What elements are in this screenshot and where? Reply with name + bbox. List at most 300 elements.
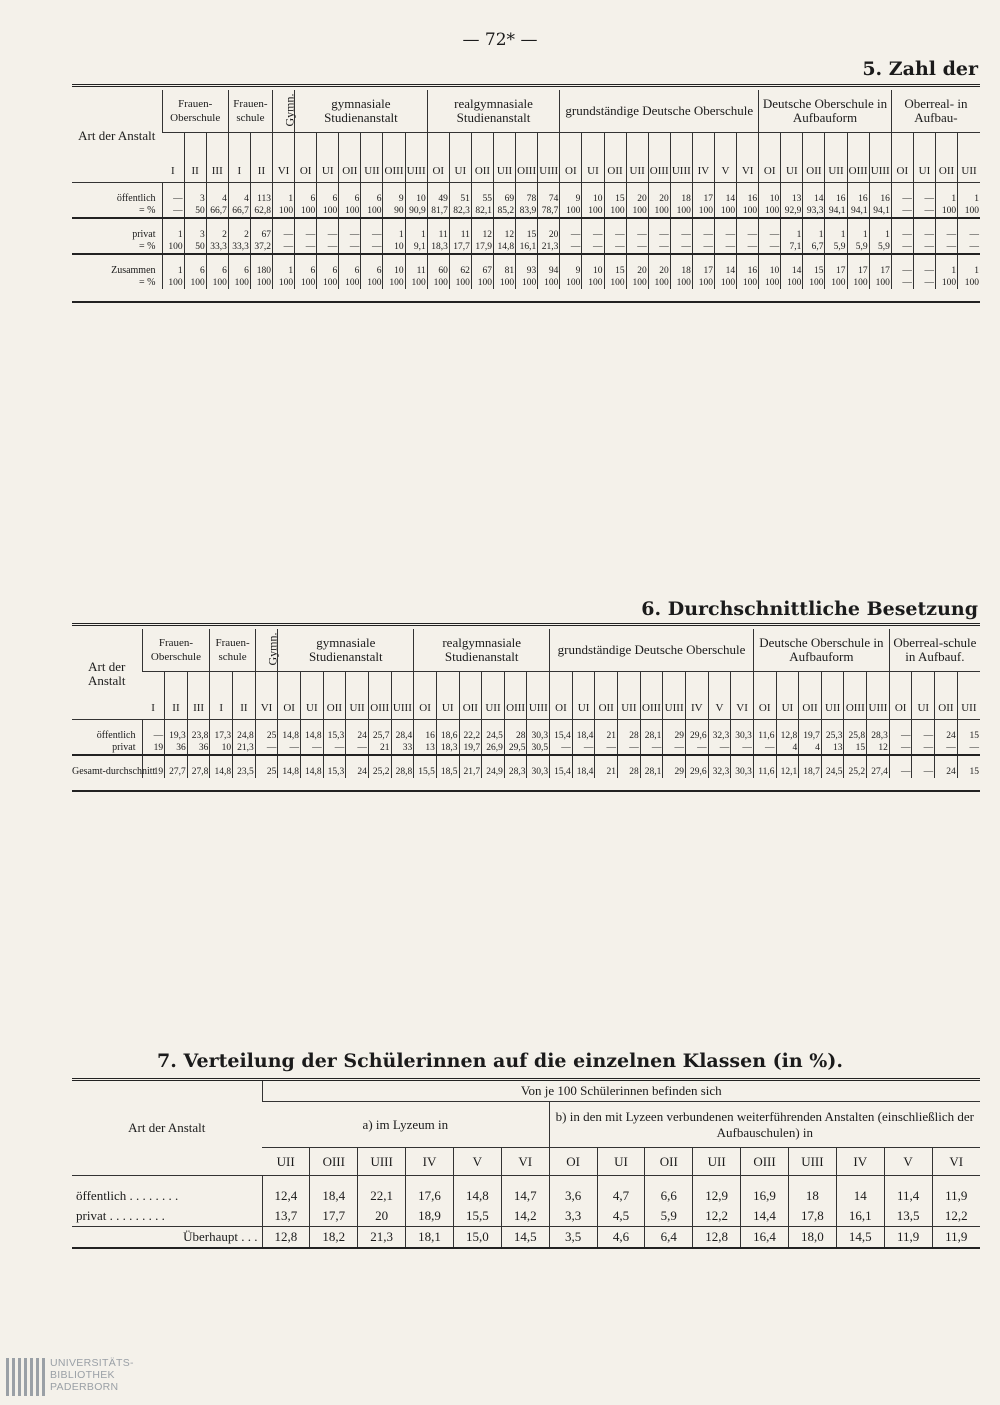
table-cell: 17,3	[210, 719, 233, 742]
table-cell: —	[648, 241, 670, 254]
table-cell: 25,8	[844, 719, 867, 742]
page-number: — 72* —	[462, 30, 538, 50]
table-cell: 14,8	[300, 755, 323, 778]
group-header: Deutsche Oberschule in Aufbauform	[759, 90, 892, 132]
table-cell: 100	[692, 277, 714, 289]
table-cell: 90,9	[405, 205, 427, 218]
group-header: gymnasiale Studienanstalt	[295, 90, 428, 132]
table-cell: 14,8	[278, 755, 301, 778]
logo-line: PADERBORN	[50, 1381, 119, 1393]
library-logo-icon	[6, 1358, 48, 1400]
row-label: privat	[112, 741, 136, 753]
table-cell: —	[891, 277, 913, 289]
table-cell: 1	[958, 254, 980, 277]
table-cell: 19,7	[459, 742, 482, 755]
table-cell: 18,0	[788, 1226, 836, 1248]
row-label: Gesamt-durchschnitt	[72, 755, 142, 778]
row-label: öffentlich	[116, 192, 156, 204]
table-cell: 11,6	[753, 755, 776, 778]
row-label: = %	[139, 240, 156, 252]
class-header: OIII	[741, 1148, 789, 1176]
table-cell: 78	[516, 182, 538, 205]
table-cell: 100	[714, 205, 736, 218]
group-header-label: Gymn.	[265, 632, 280, 666]
class-header: OIII	[844, 671, 867, 719]
table-cell: 12,9	[693, 1186, 741, 1206]
table-cell: 94	[538, 254, 560, 277]
table-cell: 21,3	[358, 1226, 406, 1248]
table-cell: —	[957, 742, 980, 755]
table-cell: 18	[670, 182, 692, 205]
table-cell: 18,1	[406, 1226, 454, 1248]
table-row	[72, 241, 980, 254]
table-cell: 13	[781, 182, 803, 205]
table-cell: 6	[184, 254, 206, 277]
table-cell: 100	[361, 277, 383, 289]
table-cell: 100	[604, 277, 626, 289]
table-cell: 16	[825, 182, 847, 205]
table-row	[72, 205, 980, 218]
table-cell: —	[572, 742, 595, 755]
row-label: öffentlich	[96, 729, 136, 741]
table-cell: 94,1	[869, 205, 891, 218]
table-cell: —	[339, 218, 361, 241]
class-header: OI	[549, 1148, 597, 1176]
spacer-cell	[836, 1176, 884, 1186]
table-cell: 6	[295, 254, 317, 277]
table-cell: 14,8	[278, 719, 301, 742]
row-label: = %	[139, 276, 156, 288]
table-cell: —	[295, 218, 317, 241]
table-cell: 100	[162, 277, 184, 289]
table-cell: —	[913, 241, 935, 254]
table-cell: 100	[295, 277, 317, 289]
table-cell: —	[891, 218, 913, 241]
class-header: UI	[781, 132, 803, 182]
table-cell: 100	[339, 205, 361, 218]
table-cell: 14	[803, 182, 825, 205]
class-header: OIII	[504, 671, 527, 719]
spacer-cell	[549, 1176, 597, 1186]
table-cell: 14,2	[501, 1206, 549, 1227]
table-row	[72, 1226, 980, 1248]
table-cell: 10	[210, 742, 233, 755]
table-cell: 4,5	[597, 1206, 645, 1227]
class-header: UIII	[788, 1148, 836, 1176]
table-cell: —	[278, 742, 301, 755]
class-header: UIII	[358, 1148, 406, 1176]
table-cell: 36	[187, 742, 210, 755]
table-cell: 100	[560, 205, 582, 218]
class-header: IV	[406, 1148, 454, 1176]
table-cell: 29,5	[504, 742, 527, 755]
table-cell: 11,9	[932, 1186, 980, 1206]
table-cell: 12,1	[776, 755, 799, 778]
table-cell: 12	[471, 218, 493, 241]
table-cell: —	[737, 241, 759, 254]
spacer-cell	[72, 289, 980, 302]
class-header: UIII	[527, 671, 550, 719]
table-cell: 1	[825, 218, 847, 241]
class-header: V	[714, 132, 736, 182]
table-cell: —	[936, 241, 958, 254]
table-cell: 18	[788, 1186, 836, 1206]
table-cell: —	[323, 742, 346, 755]
table-cell: 6,7	[803, 241, 825, 254]
table-cell: 28,8	[391, 755, 414, 778]
class-header: OI	[427, 132, 449, 182]
spacer-cell	[501, 1176, 549, 1186]
table-cell: —	[595, 742, 618, 755]
table-cell: 27,8	[187, 755, 210, 778]
table-cell: 100	[958, 277, 980, 289]
table-cell: 12,4	[262, 1186, 310, 1206]
table-cell: 32,3	[708, 719, 731, 742]
table-cell: 3,3	[549, 1206, 597, 1227]
class-header: OI	[560, 132, 582, 182]
table-cell: 100	[626, 205, 648, 218]
logo-line: UNIVERSITÄTS-	[50, 1357, 134, 1369]
class-header: UI	[912, 671, 935, 719]
table-cell: 2	[228, 218, 250, 241]
table-cell: 10	[405, 182, 427, 205]
table-cell: 100	[405, 277, 427, 289]
table-cell: —	[300, 742, 323, 755]
table-cell: 55	[471, 182, 493, 205]
table-cell: 6	[317, 182, 339, 205]
table7-heading: 7. Verteilung der Schülerinnen auf die einzelnen Klassen (in %).	[157, 1050, 843, 1072]
table-cell: 16,1	[516, 241, 538, 254]
table-cell: —	[889, 742, 912, 755]
table-cell: —	[912, 755, 935, 778]
table-cell: —	[935, 742, 958, 755]
table-cell: 100	[626, 277, 648, 289]
table-cell: 5,9	[869, 241, 891, 254]
table-row	[72, 254, 980, 277]
table-cell: 100	[471, 277, 493, 289]
class-header: UIII	[670, 132, 692, 182]
table-cell: —	[913, 205, 935, 218]
table-cell: 100	[670, 277, 692, 289]
table-cell: —	[560, 218, 582, 241]
spacer-cell	[932, 1176, 980, 1186]
table-cell: 13	[414, 742, 437, 755]
table-cell: 20	[648, 182, 670, 205]
table-cell: 100	[273, 277, 295, 289]
table-cell: 24,5	[821, 755, 844, 778]
table-cell: 16,9	[741, 1186, 789, 1206]
table-cell: 26,9	[482, 742, 505, 755]
row-label: = %	[139, 204, 156, 216]
table-row	[72, 277, 980, 289]
group-header	[255, 629, 278, 671]
table-cell: 83,9	[516, 205, 538, 218]
class-header: OII	[645, 1148, 693, 1176]
table-cell: 21	[595, 755, 618, 778]
table-cell: 50	[184, 205, 206, 218]
table-cell: 81	[494, 254, 516, 277]
table-cell: 11,9	[932, 1226, 980, 1248]
table-cell: 4,7	[597, 1186, 645, 1206]
table-cell: 92,9	[781, 205, 803, 218]
table-cell: 9	[560, 254, 582, 277]
table-cell: 3	[184, 218, 206, 241]
class-header: UII	[693, 1148, 741, 1176]
table-cell: 30,3	[731, 719, 754, 742]
class-header: OI	[414, 671, 437, 719]
class-header: UIII	[869, 132, 891, 182]
table-cell: 100	[670, 205, 692, 218]
table-cell: 18,3	[427, 241, 449, 254]
spacer-cell	[741, 1176, 789, 1186]
table-row	[72, 1206, 980, 1227]
table-cell: 100	[869, 277, 891, 289]
class-header: UIII	[405, 132, 427, 182]
spacer-cell	[358, 1176, 406, 1186]
table-cell: 15,3	[323, 719, 346, 742]
class-header: UI	[572, 671, 595, 719]
table-cell: 100	[339, 277, 361, 289]
table-cell: 21,3	[538, 241, 560, 254]
class-header: UII	[346, 671, 369, 719]
table-cell: —	[891, 241, 913, 254]
table-cell: 4	[206, 182, 228, 205]
table-cell: 49	[427, 182, 449, 205]
table-cell: —	[295, 241, 317, 254]
table-cell: 9	[560, 182, 582, 205]
table-row	[72, 755, 980, 778]
table-cell: 16	[414, 719, 437, 742]
table-cell: 5,9	[847, 241, 869, 254]
table-cell: 7,1	[781, 241, 803, 254]
table-cell: 16	[869, 182, 891, 205]
table-cell: —	[626, 218, 648, 241]
table-cell: 15,4	[550, 719, 573, 742]
table-cell: 100	[825, 277, 847, 289]
spacer-cell	[310, 1176, 358, 1186]
table-cell: 17,9	[471, 241, 493, 254]
table-cell: 16	[737, 182, 759, 205]
spacer-row	[72, 778, 980, 791]
table-cell: 28	[618, 755, 641, 778]
table-cell: 15	[604, 182, 626, 205]
class-header: I	[142, 671, 165, 719]
class-header: OIII	[383, 132, 405, 182]
table-cell: —	[731, 742, 754, 755]
table-cell: 100	[958, 205, 980, 218]
class-header: OIII	[516, 132, 538, 182]
table-cell: 24	[346, 719, 369, 742]
table-cell: 60	[427, 254, 449, 277]
table-cell: 19,7	[799, 719, 822, 742]
table-cell: 15	[844, 742, 867, 755]
class-header: VI	[731, 671, 754, 719]
table-cell: 16,1	[836, 1206, 884, 1227]
table-cell: 6,4	[645, 1226, 693, 1248]
table-cell: 25,3	[821, 719, 844, 742]
table-cell: 100	[936, 277, 958, 289]
table-cell: 12,8	[693, 1226, 741, 1248]
table-cell: 100	[737, 277, 759, 289]
table-cell: 1	[383, 218, 405, 241]
library-logo-text	[50, 1357, 134, 1393]
class-header: I	[210, 671, 233, 719]
class-header: OIII	[640, 671, 663, 719]
table-row	[72, 742, 980, 755]
table-cell: 16	[847, 182, 869, 205]
table-cell: —	[753, 742, 776, 755]
table-row	[72, 719, 980, 742]
spacer-cell	[884, 1176, 932, 1186]
table-cell: —	[759, 241, 781, 254]
table-cell: 11	[449, 218, 471, 241]
table-cell: 66,7	[206, 205, 228, 218]
table-cell: 18,6	[436, 719, 459, 742]
table-cell: 14,8	[210, 755, 233, 778]
row-label: Zusammen	[72, 254, 162, 277]
table-cell: —	[142, 719, 165, 742]
table-cell: 78,7	[538, 205, 560, 218]
spacer-cell	[597, 1176, 645, 1186]
logo-line: BIBLIOTHEK	[50, 1369, 115, 1381]
table-cell: 93,3	[803, 205, 825, 218]
table-cell: —	[936, 218, 958, 241]
table-cell: 24	[935, 719, 958, 742]
table-cell: 85,2	[494, 205, 516, 218]
table-cell: 14	[714, 182, 736, 205]
table-cell: —	[361, 241, 383, 254]
table-cell: —	[550, 742, 573, 755]
table6-heading: 6. Durchschnittliche Besetzung	[641, 598, 978, 620]
table-cell: 90	[383, 205, 405, 218]
table-cell: —	[912, 742, 935, 755]
table-cell: 1	[803, 218, 825, 241]
table-cell: 94,1	[847, 205, 869, 218]
table-cell: 18,4	[572, 719, 595, 742]
table-cell: 100	[516, 277, 538, 289]
table-cell: 18,4	[572, 755, 595, 778]
table-cell: —	[889, 719, 912, 742]
class-header: OII	[936, 132, 958, 182]
table-cell: 1	[162, 218, 184, 241]
table-cell: 29,6	[685, 719, 708, 742]
table-cell: —	[913, 218, 935, 241]
table-cell: 3	[184, 182, 206, 205]
class-header: OII	[595, 671, 618, 719]
class-header: UIII	[663, 671, 686, 719]
table-cell: 6	[361, 254, 383, 277]
table-cell: 100	[648, 205, 670, 218]
table5-top-rule	[72, 84, 980, 87]
table-cell: 19	[142, 742, 165, 755]
class-header: UI	[300, 671, 323, 719]
group-header: realgymnasiale Studienanstalt	[414, 629, 550, 671]
table-cell: 6	[206, 254, 228, 277]
table5	[72, 90, 980, 303]
table-cell: 28,3	[867, 719, 890, 742]
group-header	[273, 90, 295, 132]
table-cell: 5,9	[825, 241, 847, 254]
table-cell: 1	[162, 254, 184, 277]
table-cell: 23,8	[187, 719, 210, 742]
table-cell: 100	[847, 277, 869, 289]
table-cell: 10	[759, 254, 781, 277]
table-cell: 20	[626, 182, 648, 205]
table-cell: 17,7	[310, 1206, 358, 1227]
table-cell: 21,3	[233, 742, 256, 755]
table-cell: 17	[692, 254, 714, 277]
table-cell: 100	[560, 277, 582, 289]
class-header: UII	[361, 132, 383, 182]
table-cell: 6	[339, 182, 361, 205]
table-cell: 4,6	[597, 1226, 645, 1248]
class-header: OII	[471, 132, 493, 182]
table-cell: 15,5	[414, 755, 437, 778]
table-cell: 11	[405, 254, 427, 277]
class-header: OII	[935, 671, 958, 719]
table-cell: 13,5	[884, 1206, 932, 1227]
table-cell: 21	[595, 719, 618, 742]
table-cell: 82,1	[471, 205, 493, 218]
group-header: Oberreal- in Aufbau-	[891, 90, 980, 132]
table-cell: —	[273, 241, 295, 254]
class-header: UII	[957, 671, 980, 719]
table-cell: 12,8	[262, 1226, 310, 1248]
class-header: UIII	[538, 132, 560, 182]
table-cell: 14,7	[501, 1186, 549, 1206]
table-cell: 33,3	[206, 241, 228, 254]
table-cell: 67	[250, 218, 272, 241]
class-header: OII	[459, 671, 482, 719]
table-cell: 6	[339, 254, 361, 277]
table-cell: 1	[781, 218, 803, 241]
class-header: OI	[550, 671, 573, 719]
class-header: VI	[273, 132, 295, 182]
table-cell: 30,3	[527, 719, 550, 742]
table-cell: —	[891, 205, 913, 218]
table-cell: —	[663, 742, 686, 755]
table-cell: 18,2	[310, 1226, 358, 1248]
class-header: VI	[737, 132, 759, 182]
row-label: öffentlich . . . . . . . .	[76, 1187, 179, 1203]
table-cell: 27,4	[867, 755, 890, 778]
table-cell: 25,2	[844, 755, 867, 778]
class-header: OIII	[368, 671, 391, 719]
class-header: UI	[317, 132, 339, 182]
table-cell: 100	[295, 205, 317, 218]
table-cell: 3,5	[549, 1226, 597, 1248]
table-cell: 6,6	[645, 1186, 693, 1206]
table-cell: 30,3	[731, 755, 754, 778]
table6	[72, 629, 980, 792]
table-cell: —	[912, 719, 935, 742]
group-header-label: Gymn.	[282, 93, 297, 127]
spacer-cell	[72, 1176, 262, 1186]
table-cell: 100	[737, 205, 759, 218]
table-cell: —	[626, 241, 648, 254]
class-header: VI	[255, 671, 278, 719]
class-header: OI	[889, 671, 912, 719]
class-header: OI	[295, 132, 317, 182]
table-cell: 20	[648, 254, 670, 277]
table-cell: 1	[273, 182, 295, 205]
table-cell: 5,9	[645, 1206, 693, 1227]
table-cell: —	[162, 182, 184, 205]
class-header: OIII	[648, 132, 670, 182]
table-cell: 93	[516, 254, 538, 277]
spacer-cell	[72, 778, 980, 791]
table-cell: 36	[165, 742, 188, 755]
